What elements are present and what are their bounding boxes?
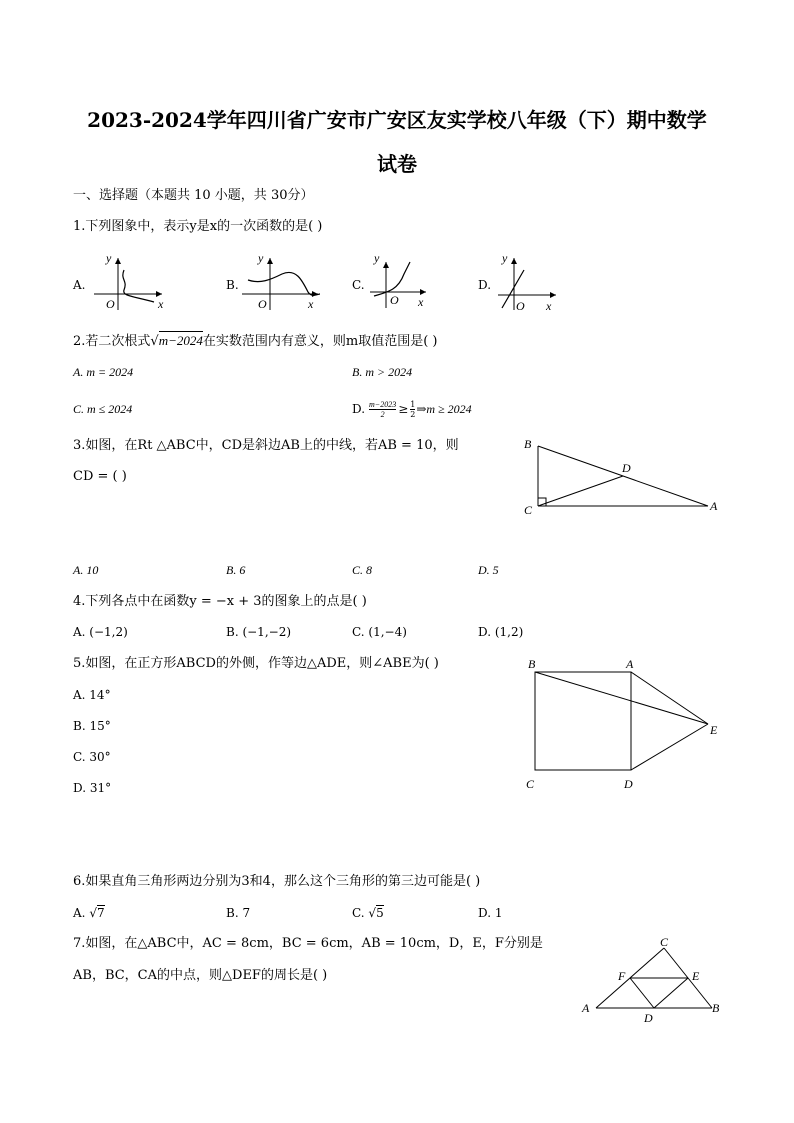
- q6-option-c: [352, 905, 384, 921]
- q5-option-a: A. 14°: [73, 688, 111, 702]
- q6-c-prefix: C.: [352, 906, 365, 920]
- q3-stem-line2: CD = ( ): [73, 469, 127, 484]
- q3-stem-line1: 3.如图，在Rt △ABC中，CD是斜边AB上的中线，若AB = 10，则: [73, 438, 459, 453]
- q1-stem: 1.下列图象中，表示y是x的一次函数的是( ): [73, 219, 323, 234]
- q6-option-d: D. 1: [478, 906, 503, 920]
- q3-label-c: C: [524, 503, 533, 517]
- q6-a-radical: √: [89, 906, 97, 920]
- q1c-x-label: x: [418, 295, 424, 309]
- q7-label-c: C: [660, 935, 669, 949]
- q2-option-d-half: [410, 400, 415, 419]
- q5-figure: [520, 652, 730, 797]
- q1a-origin-label: O: [106, 297, 115, 311]
- q3-label-a: A: [710, 499, 718, 513]
- q5-option-d: D. 31°: [73, 781, 112, 795]
- q1b-origin-label: O: [258, 297, 267, 311]
- q7-label-a: A: [582, 1001, 590, 1015]
- q1b-y-label: y: [258, 251, 264, 265]
- q3-label-b: B: [524, 437, 532, 451]
- q6-c-radicand: 5: [376, 906, 384, 920]
- q3-option-c: C. 8: [352, 563, 373, 577]
- q1-graph-a: [88, 250, 168, 312]
- q6-a-radicand: 7: [96, 906, 105, 920]
- q1c-y-label: y: [374, 251, 380, 265]
- q1b-x-label: x: [308, 297, 314, 311]
- q4-option-c: C. (1,−4): [352, 625, 407, 639]
- q7-stem-line1: 7.如图，在△ABC中，AC = 8cm，BC = 6cm，AB = 10cm，D，E，F分别是: [73, 936, 543, 951]
- q4-stem: 4.下列各点中在函数y = −x + 3的图象上的点是( ): [73, 594, 367, 609]
- q1a-x-label: x: [158, 297, 164, 311]
- q5-label-d: D: [624, 777, 633, 791]
- q2-option-b: B. m > 2024: [352, 365, 413, 379]
- q1-graph-d: [496, 250, 562, 312]
- q2-radicand: m−2024: [158, 333, 203, 348]
- q7-label-e: E: [692, 969, 700, 983]
- q7-figure: [578, 936, 728, 1028]
- section-heading: 一、选择题（本题共 10 小题，共 30分）: [73, 188, 314, 203]
- q5-stem: 5.如图，在正方形ABCD的外侧，作等边△ADE，则∠ABE为( ): [73, 656, 439, 671]
- q7-label-d: D: [644, 1011, 653, 1025]
- q4-option-a: A. (−1,2): [73, 625, 128, 639]
- q2-stem: [73, 333, 437, 350]
- q6-c-radical: √: [368, 906, 377, 920]
- q5-label-c: C: [526, 777, 535, 791]
- q2-half-num: 1: [410, 399, 416, 409]
- q2-option-d: [352, 395, 472, 423]
- q2-option-d-fraction: [369, 400, 396, 419]
- q3-figure: [520, 432, 730, 522]
- q3-label-d: D: [622, 461, 631, 475]
- q2-option-d-prefix: D.: [352, 402, 366, 416]
- q5-option-b: B. 15°: [73, 719, 111, 733]
- q1a-y-label: y: [106, 251, 112, 265]
- page-title-line2: 试卷: [377, 152, 417, 176]
- page-title-line1: 2023-2024学年四川省广安市广安区友实学校八年级（下）期中数学: [87, 108, 707, 132]
- q6-option-b: B. 7: [226, 906, 251, 920]
- q5-label-b: B: [528, 657, 536, 671]
- q3-option-d: D. 5: [478, 563, 499, 577]
- q2-d-geq: ≥: [398, 402, 409, 416]
- q5-option-c: C. 30°: [73, 750, 111, 764]
- q2-d-numerator: m−2023: [369, 399, 397, 409]
- q1-graph-c: [368, 250, 430, 310]
- q1-option-a-label: A.: [73, 278, 86, 292]
- q1c-origin-label: O: [390, 293, 399, 307]
- q6-option-a: [73, 905, 105, 921]
- q2-stem-start: 2.若二次根式: [73, 334, 151, 349]
- q7-label-b: B: [712, 1001, 720, 1015]
- q1d-x-label: x: [546, 299, 552, 313]
- q1-option-d-label: D.: [478, 278, 492, 292]
- q2-d-denominator: 2: [380, 409, 385, 419]
- q7-stem-line2: AB，BC，CA的中点，则△DEF的周长是( ): [73, 968, 328, 983]
- q3-option-b: B. 6: [226, 563, 246, 577]
- q2-option-a: A. m = 2024: [73, 365, 134, 379]
- q2-half-den: 2: [410, 409, 416, 419]
- q2-stem-end: 在实数范围内有意义，则m取值范围是( ): [202, 334, 438, 349]
- q1d-y-label: y: [502, 251, 508, 265]
- q1d-origin-label: O: [516, 299, 525, 313]
- q5-label-e: E: [710, 723, 718, 737]
- q4-option-b: B. (−1,−2): [226, 625, 292, 639]
- q5-label-a: A: [626, 657, 634, 671]
- q4-option-d: D. (1,2): [478, 625, 524, 639]
- q3-option-a: A. 10: [73, 563, 99, 577]
- q2-radical: √: [150, 334, 159, 349]
- q1-option-b-label: B.: [226, 278, 239, 292]
- q2-d-tail: ⇒m ≥ 2024: [416, 402, 472, 416]
- q1-option-c-label: C.: [352, 278, 365, 292]
- q6-stem: 6.如果直角三角形两边分别为3和4，那么这个三角形的第三边可能是( ): [73, 874, 481, 889]
- q7-label-f: F: [618, 969, 626, 983]
- q2-option-c: C. m ≤ 2024: [73, 402, 133, 416]
- q6-a-prefix: A.: [73, 906, 86, 920]
- q1-graph-b: [238, 250, 324, 312]
